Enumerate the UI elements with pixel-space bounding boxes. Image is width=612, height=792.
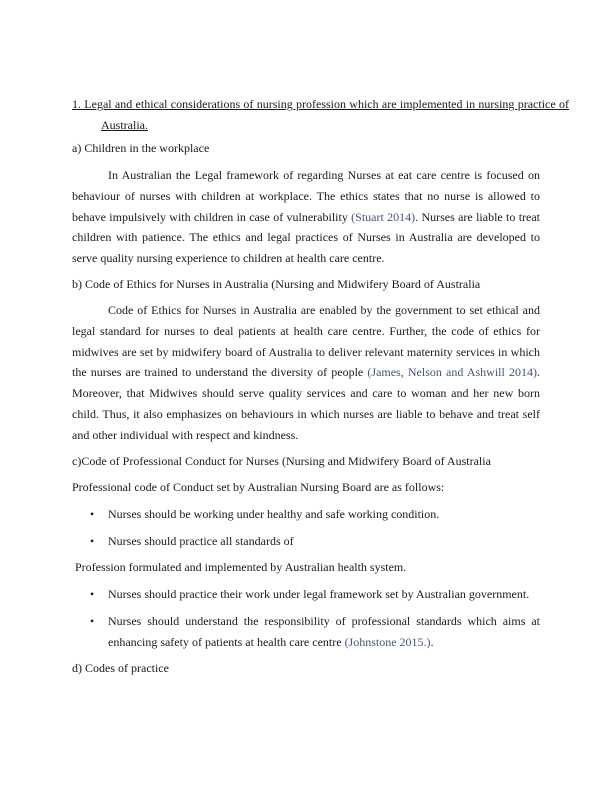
list-item-text xyxy=(108,611,540,653)
citation-link[interactable]: (Stuart 2014) xyxy=(351,209,416,224)
paragraph-children-workplace xyxy=(72,165,540,269)
list-item-text-part: Nurses should understand the responsibility of professional standards which aims at enhancing safety of patients at health care centre xyxy=(108,614,540,649)
list-continuation-text: Profession formulated and implemented by Australian health system. xyxy=(72,560,407,574)
subheading-code-of-ethics: b) Code of Ethics for Nurses in Australia (Nursing and Midwifery Board of Australia xyxy=(72,277,481,291)
list-item xyxy=(72,531,540,552)
citation-link[interactable]: (Johnstone 2015.) xyxy=(344,634,431,649)
list-item-text: Nurses should practice their work under legal framework set by Australian government. xyxy=(108,587,530,601)
list-item xyxy=(72,611,540,653)
subheading-children-workplace: a) Children in the workplace xyxy=(72,141,210,155)
list-item-text-part: . xyxy=(430,634,434,649)
subheading-codes-of-practice: d) Codes of practice xyxy=(72,661,169,675)
list-item-text: Nurses should be working under healthy and safe working condition. xyxy=(108,507,440,521)
paragraph-text: . Moreover, that Midwives should serve quality services and care to woman and her new born child. Thus, it also emphasizes on behaviours in which nurses are liable to behave and treat self and other individual with respect and kindness. xyxy=(72,365,540,442)
paragraph-text: In Australian the Legal framework of regarding Nurses at eat care centre is focused on behaviour of nurses with children at workplace. The ethics states that no nurse is allowed to behave impulsively with children in case of vulnerability xyxy=(72,168,540,224)
list-item xyxy=(72,504,540,525)
subheading-professional-conduct: c)Code of Professional Conduct for Nurses (Nursing and Midwifery Board of Australia xyxy=(72,454,491,468)
professional-conduct-intro: Professional code of Conduct set by Australian Nursing Board are as follows: xyxy=(72,480,445,494)
section-heading: 1. Legal and ethical considerations of nursing profession which are implemented in nursing practice of Australia. xyxy=(72,97,569,132)
bullet-icon: • xyxy=(90,587,95,601)
bullet-icon: • xyxy=(90,507,95,521)
list-item-text: Nurses should practice all standards of xyxy=(108,534,294,548)
bullet-icon: • xyxy=(90,614,95,628)
bullet-icon: • xyxy=(90,534,95,548)
citation-link[interactable]: (James, Nelson and Ashwill 2014) xyxy=(367,365,537,380)
list-item xyxy=(72,584,540,605)
paragraph-text: Code of Ethics for Nurses in Australia are enabled by the government to set ethical and legal standard for nurses to deal patients at health care centre. Further, the code of ethics for midwives are set by midwifery board of Australia to deliver relevant maternity services in which the nurses are trained to understand the diversity of people xyxy=(72,303,540,380)
paragraph-code-of-ethics xyxy=(72,300,540,446)
paragraph-text: . Nurses are liable to treat children with patience. The ethics and legal practices of Nurses in Australia are developed to serve quality nursing experience to children at health care centre. xyxy=(72,209,541,266)
